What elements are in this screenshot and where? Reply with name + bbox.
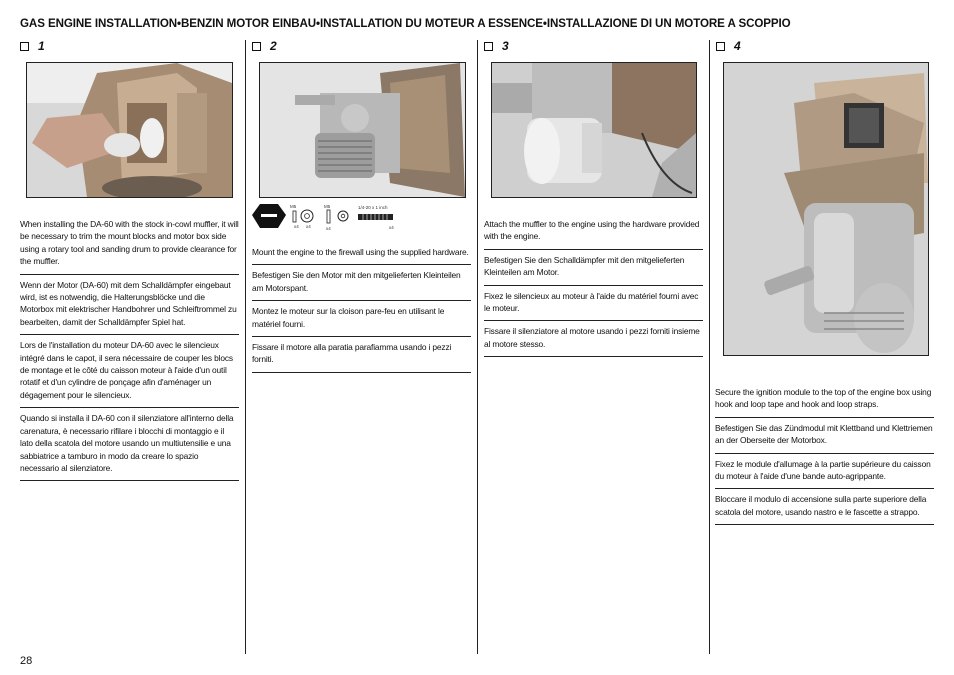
paragraph-de: Befestigen Sie das Zündmodul mit Klettband und Klettriemen an der Oberseite der Motorbox. [715,418,934,454]
step-1-photo [26,62,233,198]
step-checkbox[interactable] [252,42,261,51]
paragraph-en: When installing the DA-60 with the stock in-cowl muffler, it will be necessary to trim the mount blocks and motor box side using a rotary tool and sanding drum to provide clearance for the muffler. [20,214,239,275]
column-divider [245,40,246,654]
paragraph-it: Bloccare il modulo di accensione sulla parte superiore della scatola del motore, usando nastro e le fascette a strappo. [715,489,934,525]
paragraph-de: Befestigen Sie den Schalldämpfer mit den mitgelieferten Kleinteilen am Motor. [484,250,703,286]
paragraph-fr: Fixez le module d'allumage à la partie supérieure du caisson du moteur à l'aide d'une bande auto-agrippante. [715,454,934,490]
step-number: 4 [734,39,741,53]
hardware-label: 1/4-20 x 1 inch [358,205,388,210]
step-3 [484,38,704,54]
step-4-photo [723,62,929,356]
bolt-icon [327,210,330,223]
paragraph-en: Attach the muffler to the engine using the hardware provided with the engine. [484,214,703,250]
step-1 [20,38,240,54]
washer-icon [338,211,348,221]
step-checkbox[interactable] [20,42,29,51]
hardware-label: x4 [306,224,311,229]
flat-washer-icon [301,210,313,222]
hardware-diagram [252,200,412,234]
hardware-label: x4 [389,225,394,230]
paragraph-en: Secure the ignition module to the top of the engine box using hook and loop tape and hook and loop straps. [715,382,934,418]
step-4-text [715,382,934,525]
hardware-label: M5 [324,204,331,209]
step-3-photo [491,62,697,198]
step-4 [716,38,936,54]
hardware-label: M5 [290,204,297,209]
step-number: 2 [270,39,277,53]
paragraph-de: Wenn der Motor (DA-60) mit dem Schalldämpfer eingebaut wird, ist es notwendig, die Halterungsblöcke und die Motorbox mit elektrischer Handbohrer und Schleiftrommel zu bearbeiten, damit der Schalldämpfer Spiel hat. [20,275,239,336]
lock-washer-icon [293,211,296,222]
step-3-text [484,214,703,357]
hardware-label: x4 [326,226,331,231]
step-checkbox[interactable] [716,42,725,51]
step-checkbox[interactable] [484,42,493,51]
paragraph-fr: Montez le moteur sur la cloison pare-feu en utilisant le matériel fourni. [252,301,471,337]
page-number: 28 [20,655,33,667]
step-1-text [20,214,239,481]
column-divider [709,40,710,654]
paragraph-de: Befestigen Sie den Motor mit den mitgelieferten Kleinteilen am Motorspant. [252,265,471,301]
column-divider [477,40,478,654]
step-2 [252,38,472,54]
page-title: GAS ENGINE INSTALLATION•BENZIN MOTOR EINBAU•INSTALLATION DU MOTEUR A ESSENCE•INSTALLAZIONE DI UN MOTORE A SCOPPIO [20,17,791,30]
paragraph-en: Mount the engine to the firewall using the supplied hardware. [252,242,471,265]
hardware-label: x4 [294,224,299,229]
paragraph-fr: Fixez le silencieux au moteur à l'aide du matériel fourni avec le moteur. [484,286,703,322]
step-number: 1 [38,39,45,53]
paragraph-it: Fissare il silenziatore al motore usando i pezzi forniti insieme al motore stesso. [484,321,703,357]
step-2-text [252,242,471,373]
paragraph-it: Quando si installa il DA-60 con il silenziatore all'interno della carenatura, è necessario rifilare i blocchi di montaggio e il lato della scatola del motore usando un multiutensilie e una sabbiatrice a tamburo in modo da creare lo spazio necessario al silenziatore. [20,408,239,481]
step-number: 3 [502,39,509,53]
paragraph-it: Fissare il motore alla paratia parafiamma usando i pezzi forniti. [252,337,471,373]
step-2-photo [259,62,466,198]
paragraph-fr: Lors de l'installation du moteur DA-60 avec le silencieux intégré dans le capot, il sera nécessaire de couper les blocs de montage et le côté du caisson moteur à l'aide d'un outil rotatif et d'un cylindre de ponçage afin d'aménager un dégagement pour le silencieux. [20,335,239,408]
